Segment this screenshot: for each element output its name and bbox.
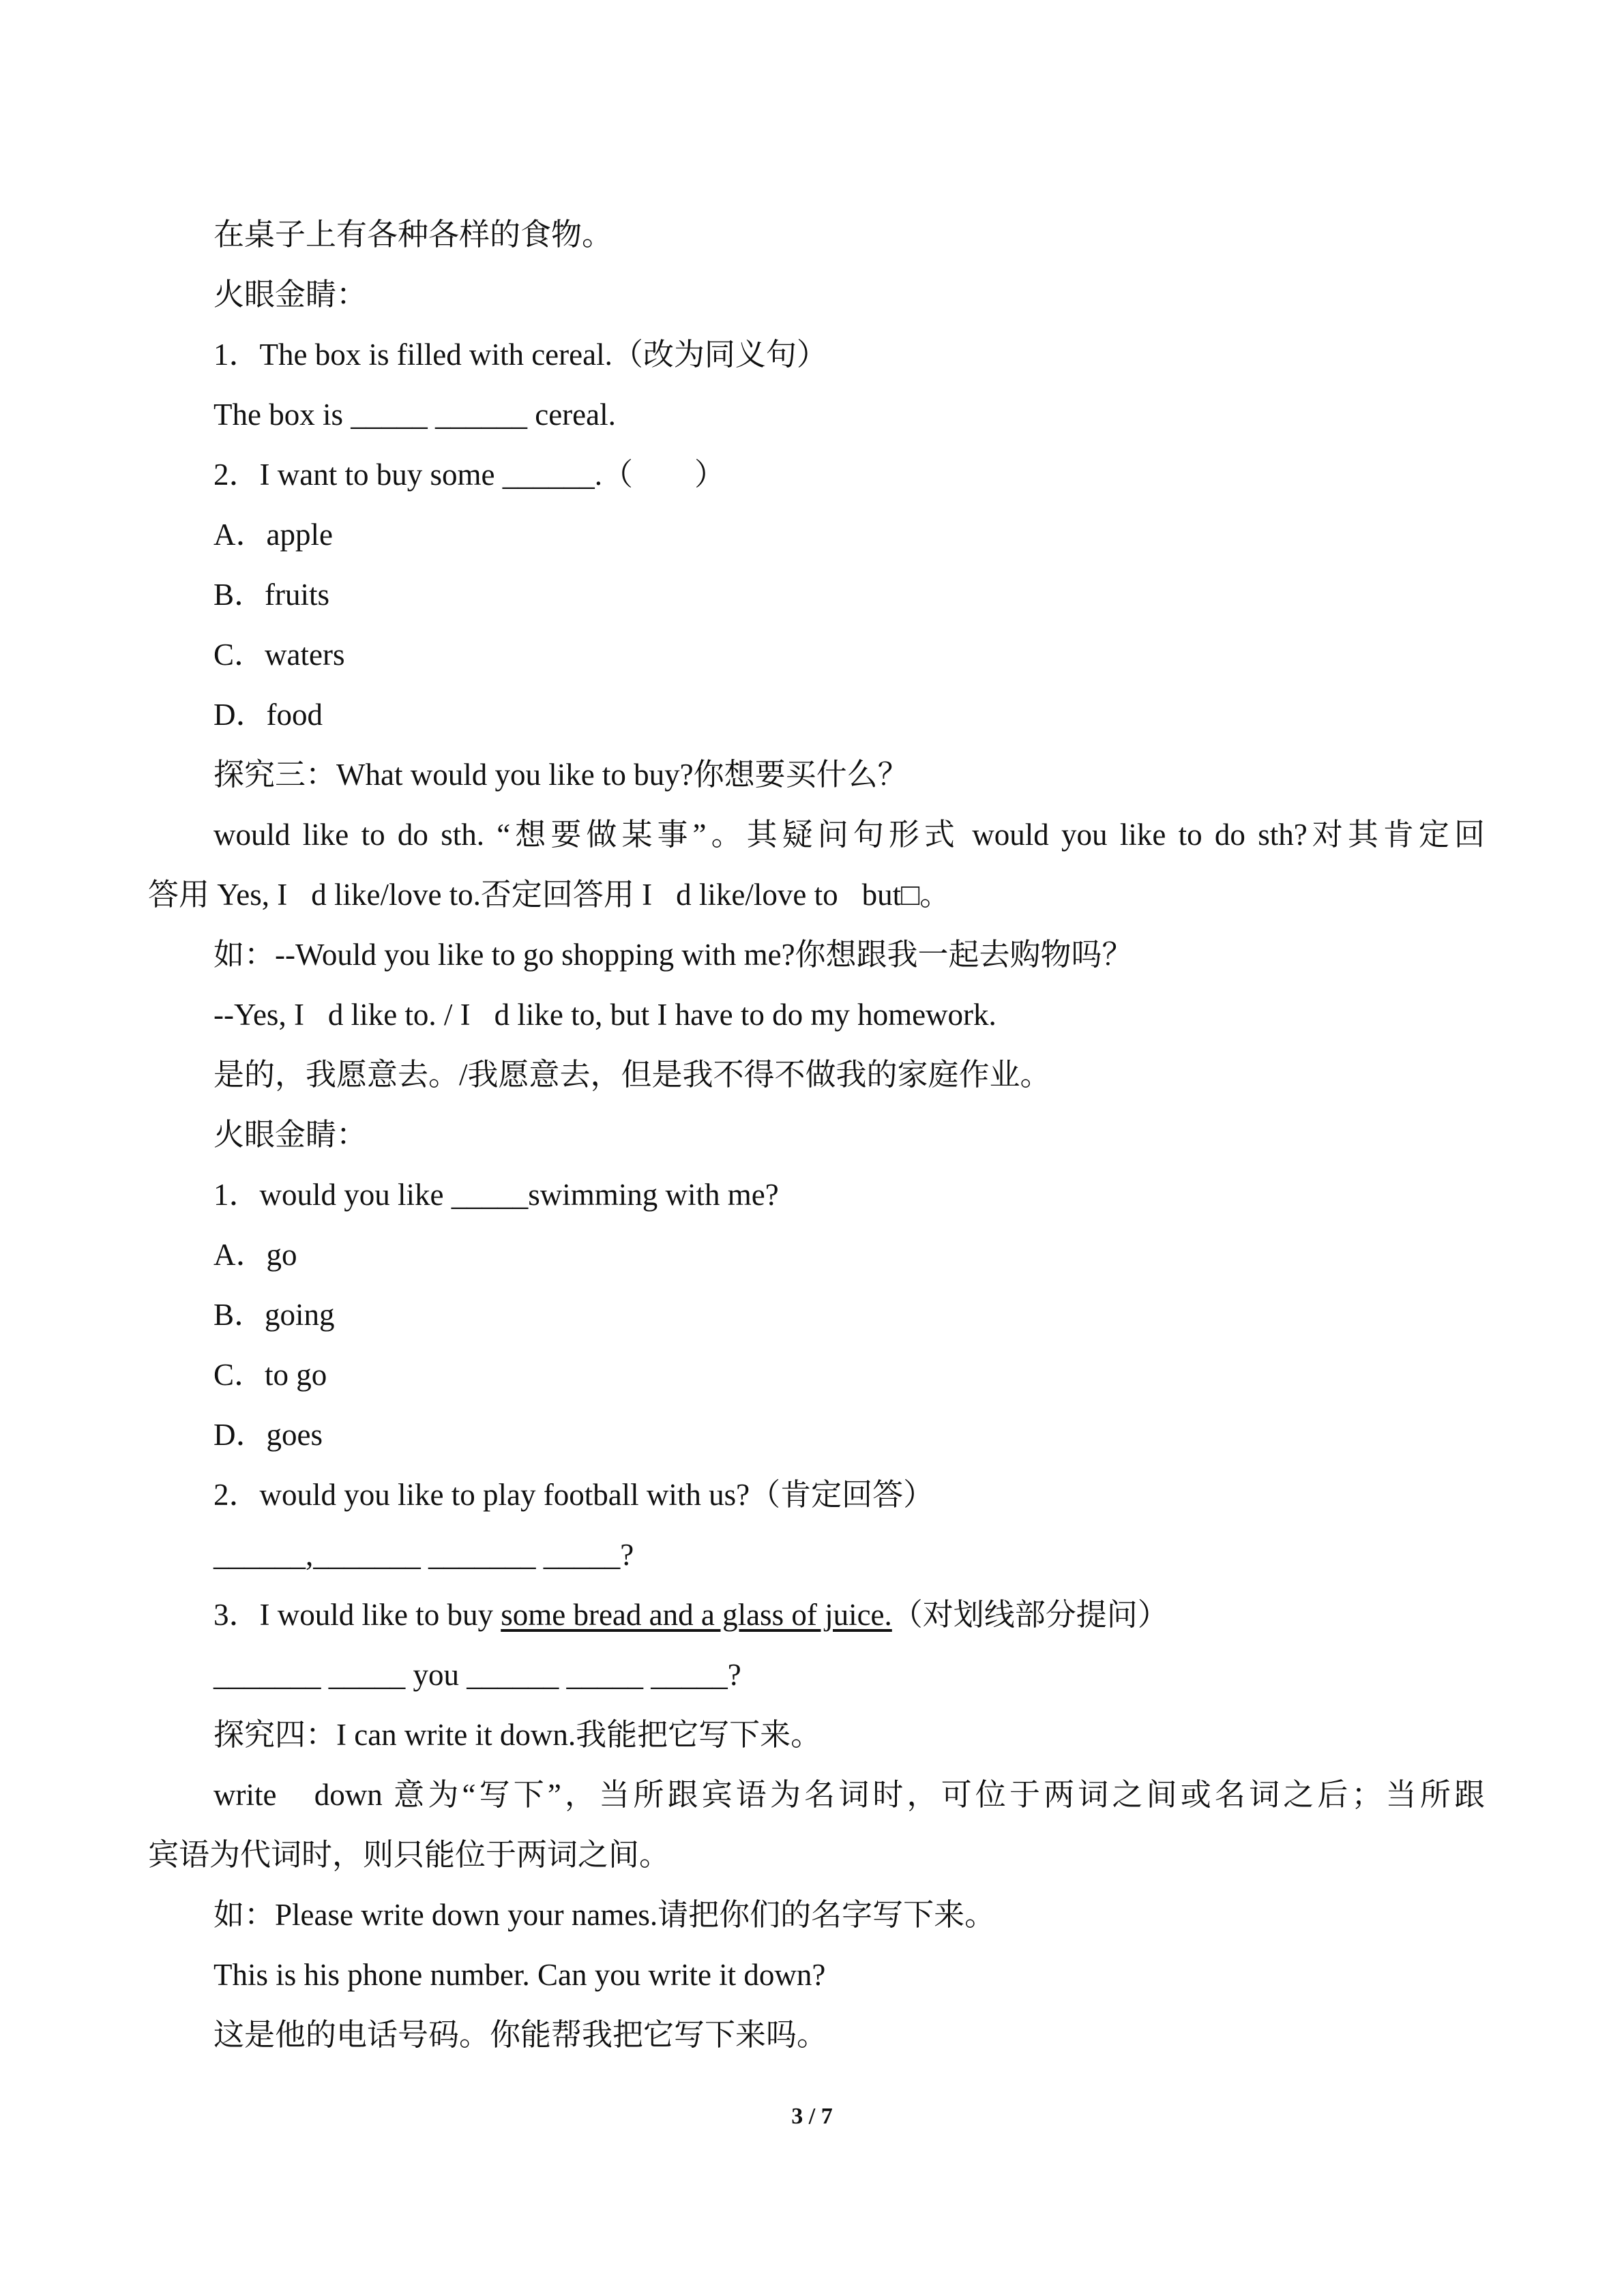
section-heading: 火眼金睛：	[213, 1118, 368, 1152]
explanation-paragraph	[148, 805, 1485, 925]
example-translation: 是的，我愿意去。/我愿意去，但是我不得不做我的家庭作业。	[213, 1058, 1051, 1092]
explanation-paragraph	[148, 1765, 1485, 1885]
option-c: C．to go	[213, 1358, 327, 1392]
section-heading: 探究三：What would you like to buy?你想要买什么？	[213, 758, 909, 792]
option-d: D．food	[213, 698, 323, 732]
fill-in-blank: The box is _____ ______ cereal.	[213, 398, 616, 432]
fill-in-blank: _______ _____ you ______ _____ _____?	[213, 1658, 741, 1692]
text-line: 在桌子上有各种各样的食物。	[213, 218, 613, 252]
option-a: A．go	[213, 1238, 297, 1272]
option-b: B．going	[213, 1298, 335, 1332]
option-b: B．fruits	[213, 578, 330, 612]
exercise-question: 2．I want to buy some ______.（ ）	[213, 458, 725, 492]
underlined-phrase: some bread and a glass of juice.	[501, 1598, 892, 1632]
exercise-question: 1．The box is filled with cereal.（改为同义句）	[213, 338, 827, 372]
question-text: 3．I would like to buy	[213, 1598, 501, 1632]
section-heading: 火眼金睛：	[213, 278, 368, 312]
question-instruction: （对划线部分提问）	[891, 1598, 1168, 1632]
fill-in-blank: ______,_______ _______ _____?	[213, 1538, 634, 1572]
example-sentence: This is his phone number. Can you write it down?	[213, 1958, 826, 1992]
paragraph-line: 宾语为代词时，则只能位于两词之间。	[148, 1838, 670, 1872]
option-c: C．waters	[213, 638, 345, 672]
example-sentence: 如：Please write down your names.请把你们的名字写下来。	[213, 1898, 996, 1932]
section-heading: 探究四：I can write it down.我能把它写下来。	[213, 1718, 822, 1752]
exercise-question: 2．would you like to play football with us?（肯定回答）	[213, 1478, 934, 1512]
example-sentence: --Yes, I d like to. / I d like to, but I have to do my homework.	[213, 998, 996, 1032]
document-body	[148, 205, 1485, 2065]
page-number: 3 / 7	[791, 2104, 833, 2129]
paragraph-line: would like to do sth. “想要做某事”。其疑问句形式 would you like to do sth?对其肯定回	[213, 818, 1485, 852]
exercise-question: 1．would you like _____swimming with me?	[213, 1178, 779, 1212]
option-a: A．apple	[213, 518, 333, 552]
exercise-question	[148, 1585, 1485, 1645]
paragraph-line: write down 意为“写下”，当所跟宾语为名词时，可位于两词之间或名词之后；当所跟	[213, 1778, 1485, 1812]
paragraph-line: 答用 Yes, I d like/love to.否定回答用 I d like/love to，but□。	[148, 878, 951, 912]
option-d: D．goes	[213, 1418, 323, 1452]
example-sentence: 如：--Would you like to go shopping with me?你想跟我一起去购物吗？	[213, 938, 1133, 972]
example-translation: 这是他的电话号码。你能帮我把它写下来吗。	[213, 2018, 828, 2052]
